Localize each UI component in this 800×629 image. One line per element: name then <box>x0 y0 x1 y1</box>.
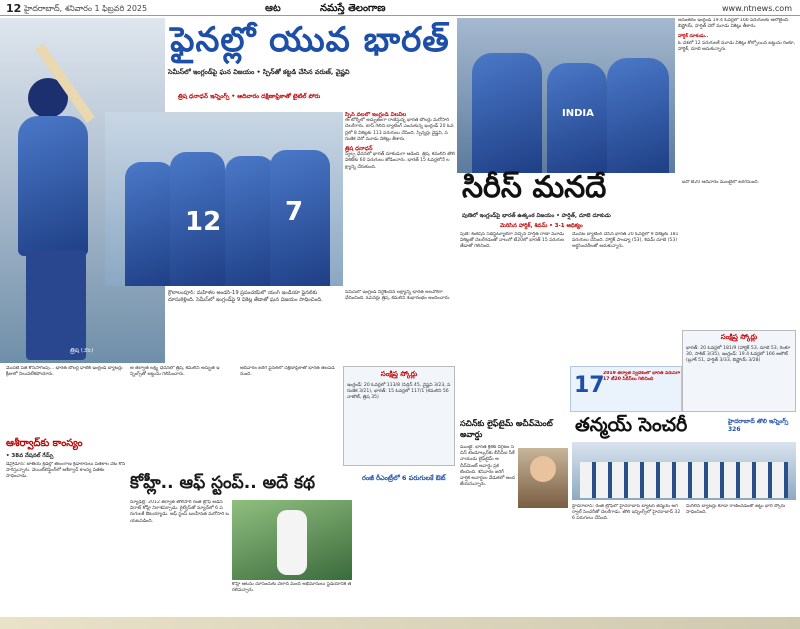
scorebox-text: ఇంగ్లండ్: 20 ఓవర్లలో 113/8 (పెర్రిన్ 45, వైష్ణవి 3/23, పరుణిక 3/21), భారత్: 15 ఓవర్లలో 117/1 (కమలిని 56 నాటౌట్, త్రిష 35) <box>347 383 451 401</box>
col2-text: ఈ టోర్నీలో అద్భుతంగా రాణిస్తున్న భారత బౌలర్లు మరోసారి చెలరేగారు. టాస్ గెలిచి బ్యాటింగ్ ఎంచుకున్న ఇంగ్లండ్ 20 ఓవర్లలో 8 వికెట్లకు 113 పరుగులు చేసింది. స్పిన్నర్లు వైష్ణవి, పరుణిక చెరో మూడు వికెట్లు తీశారు. <box>345 118 454 142</box>
lead-deck-2: త్రిష ధనాధన్ ఇన్నింగ్స్ • ఆదివారం దక్షిణాఫ్రికాతో టైటిల్ పోరు <box>178 93 321 100</box>
lead-body-col-b: ఆ తర్వాత లక్ష్య ఛేదనలో త్రిష, కమలిని అద్భుత ఇన్నింగ్స్‌తో జట్టును గెలిపించారు. <box>130 366 220 378</box>
batter-legs <box>26 250 86 360</box>
series-intro: అనంతరం ఇంగ్లండ్ 19.4 ఓవర్లలో 166 పరుగులకు ఆలౌటైంది. బిష్ణోయ్, హర్షిత్ చెరో మూడు వికెట్లు తీశారు. <box>678 18 790 30</box>
series-highlight <box>570 366 682 412</box>
series-right-heading: హార్దిక్ దూకుడు.. <box>678 34 709 40</box>
lead-deck: సెమీస్‌లో ఇంగ్లండ్‌పై ఘన విజయం • స్పిన్‌తో కట్టడి చేసిన వరుణ్, వైష్ణవి <box>168 68 350 76</box>
kohli-photo <box>232 500 352 580</box>
lead-body-col-c: ఆదివారం జరిగే ఫైనల్‌లో దక్షిణాఫ్రికాతో భారత్ తలపడనుంది. <box>240 366 335 378</box>
series-deck: పుణెలో ఇంగ్లండ్‌పై భారత్ ఉత్కంఠ విజయం • హర్షిత్, దూబె దూకుడు <box>462 213 611 219</box>
player-figure <box>125 162 175 286</box>
tanmay-text: హైదరాబాద్: రంజీ ట్రోఫీలో హైదరాబాద్ బ్యాటర్ తన్మయ్ అగర్వాల్ సెంచరీతో చెలరేగాడు. తొలి ఇన్నింగ్స్‌లో హైదరాబాద్ 326 పరుగులు చేసింది. <box>572 504 681 522</box>
batter-body <box>18 116 88 256</box>
lead-headline: ఫైనల్లో యువ భారత్ <box>170 20 450 60</box>
series-body-col2: మొదట బ్యాటింగ్ చేసిన భారత్ 20 ఓవర్లలో 9 వికెట్లకు 181 పరుగులు చేసింది. హార్దిక్ పాండ్యా (53), శివమ్ దూబె (53) అర్ధసెంచరీలతో ఆదుకున్నారు. <box>572 232 679 250</box>
kohli-headline: కోహ్లీ.. ఆఫ్ స్టంప్.. అదే కథ <box>130 473 315 493</box>
series-headline: సిరీస్ మనదే <box>462 170 607 205</box>
col2b-text: స్వల్ప ఛేదనలో భారత్ దూకుడుగా ఆడింది. త్రిష, కమలిని తొలి వికెట్‌కు 60 పరుగులు జోడించారు. భారత్ 15 ఓవర్లలోనే లక్ష్యాన్ని చేరుకుంది. <box>345 152 455 170</box>
series-right-text: ఓ దశలో 12 పరుగులకే మూడు వికెట్లు కోల్పోయిన జట్టును రింకూ, హార్దిక్, దూబె ఆదుకున్నారు. <box>678 40 796 52</box>
tanmay-headline: తన్మయ్ సెంచరీ <box>575 414 688 436</box>
jersey-number: 12 <box>185 207 222 237</box>
tanmay-text-2: మిగిలిన బ్యాటర్లు కూడా రాణించడంతో జట్టు భారీ స్కోరు సాధించింది. <box>686 504 786 516</box>
page-header <box>0 0 800 16</box>
tanmay-side-deck: హైదరాబాద్ తొలి ఇన్నింగ్స్ 326 <box>728 418 789 433</box>
series-photo <box>457 18 675 173</box>
lead-body-col2: సెమీస్‌లో ఇంగ్లండ్ నిర్దేశించిన లక్ష్యాన్ని భారత్ అలవోకగా ఛేదించింది. ఓపెనర్లు త్రిష, కమలిని శుభారంభం అందించారు. <box>345 290 451 302</box>
sachin-headline: సచిన్‌కు లైఫ్‌టైమ్ అచీవ్‌మెంట్ అవార్డు <box>460 419 553 439</box>
highlight-text: 2019 తర్వాత స్వదేశంలో భారత్ వరుసగా 17 టీ20 సిరీస్‌లు గెలిచింది <box>603 371 681 383</box>
kohli-side-deck: రంజీ రీఎంట్రీలో 6 పరుగులకే ఔట్ <box>362 474 446 482</box>
sidebar-headline: ఆశీర్వాద్‌కు కాంస్యం <box>6 438 83 449</box>
player-figure <box>225 156 275 286</box>
page-number: 12 <box>6 2 22 15</box>
lead-body-intro: క్రౌలాలంపూర్: మహిళల అండర్-19 ప్రపంచకప్‌లో యంగ్ ఇండియా ఫైనల్‌కు దూసుకెళ్లింది. సెమీస్‌లో ఇంగ్లండ్‌పై 9 వికెట్ల తేడాతో ఘన విజయం సాధించింది. <box>168 290 323 303</box>
jersey-brand: INDIA <box>562 108 594 119</box>
series-right-column <box>678 18 796 173</box>
sidebar-deck: • 38వ నేషనల్ గేమ్స్ <box>6 453 54 459</box>
scorebox-title: సంక్షిప్త స్కోర్లు <box>380 370 418 378</box>
dateline: హైదరాబాద్, శనివారం 1 ఫిబ్రవరి 2025 <box>24 4 148 13</box>
series-scorebox <box>682 330 796 412</box>
tanmay-team-photo <box>572 442 796 500</box>
kohli-text: న్యూఢిల్లీ: 2012 తర్వాత తొలిసారి రంజీ ట్రోఫీ ఆడిన విరాట్ కోహ్లీ నిరాశపర్చాడు. రైల్వేస్‌తో మ్యాచ్‌లో 6 పరుగులకే ఔటయ్యాడు. ఆఫ్ స్టంప్ బలహీనత మరోసారి బయటపడింది. <box>130 500 229 524</box>
lead-body-col-a: మొదటి పేజీ కొనసాగింపు... భారత్ బౌలర్ల ధాటికి ఇంగ్లండ్ బ్యాటర్లు క్రీజులో నిలువలేకపోయారు. <box>6 366 123 378</box>
website-url[interactable]: www.ntnews.com <box>722 4 792 13</box>
player-figure <box>472 53 542 173</box>
series-body-col1: పుణె: కంకషన్ సబ్‌స్టిట్యూట్‌గా వచ్చిన హర్షిత్ రాణా మూడు వికెట్లతో చెలరేగడంతో నాలుగో టీ20లో భారత్ 15 పరుగుల తేడాతో గెలిచింది. <box>460 232 565 250</box>
page-bottom-rule <box>0 617 800 629</box>
kohli-text-2: కోహ్లీ ఆటను చూసేందుకు వేలాది మంది అభిమానులు స్టేడియానికి తరలివచ్చారు. <box>232 582 352 594</box>
lead-column-2 <box>345 112 455 286</box>
section-name: ఆట <box>265 3 281 14</box>
jersey-number: 7 <box>285 197 304 227</box>
sachin-photo <box>518 448 568 508</box>
sidebar-text: డెహ్రాడూన్: జాతీయ క్రీడల్లో తెలంగాణ క్రీడాకారులు పతకాల వేట కొనసాగిస్తున్నారు. వెయిట్‌లిఫ్టింగ్‌లో ఆశీర్వాద్ కాంస్య పతకం సాధించాడు. <box>6 462 126 480</box>
team-row <box>580 462 788 498</box>
col2b-heading: త్రిష ధనాధన్ <box>345 146 373 153</box>
series-deck-2: మెరిసిన హార్దిక్, శివమ్ • 3-1 ఆధిక్యం <box>500 223 583 229</box>
series-right-body: ఐదో టీ20 ఆదివారం ముంబైలో జరగనుంది. <box>682 180 759 185</box>
kohli-figure <box>277 510 307 575</box>
highlight-number: 17 <box>574 373 605 398</box>
team-celebration-photo <box>105 112 343 286</box>
col2-heading: స్పిన్ వలలో ఇంగ్లండ్ విలవిల <box>345 112 407 118</box>
sachin-text: ముంబై: భారత క్రికెట్ దిగ్గజం సచిన్ టెండూల్కర్‌కు బీసీసీఐ సీకే నాయుడు లైఫ్‌టైమ్ అచీవ్‌మెంట్ అవార్డు ప్రకటించింది. శనివారం జరిగే వార్షిక అవార్డుల వేడుకలో అందజేయనున్నారు. <box>460 445 515 488</box>
photo-caption: త్రిష (35) <box>70 348 94 354</box>
lead-scorebox <box>343 366 455 466</box>
sachin-face <box>530 456 556 482</box>
masthead: నమస్తే తెలంగాణ <box>320 3 386 14</box>
scorebox-text: భారత్: 20 ఓవర్లలో 181/9 (హార్దిక్ 53, దూబె 53, రింకూ 30, సాకిబ్ 3/35), ఇంగ్లండ్: 19.4 ఓవర్లలో 166 ఆలౌట్ (బ్రూక్ 51, హర్షిత్ 3/33, బిష్ణోయ్ 3/28) <box>686 346 791 364</box>
scorebox-title: సంక్షిప్త స్కోర్లు <box>720 333 758 341</box>
player-figure <box>607 58 669 173</box>
